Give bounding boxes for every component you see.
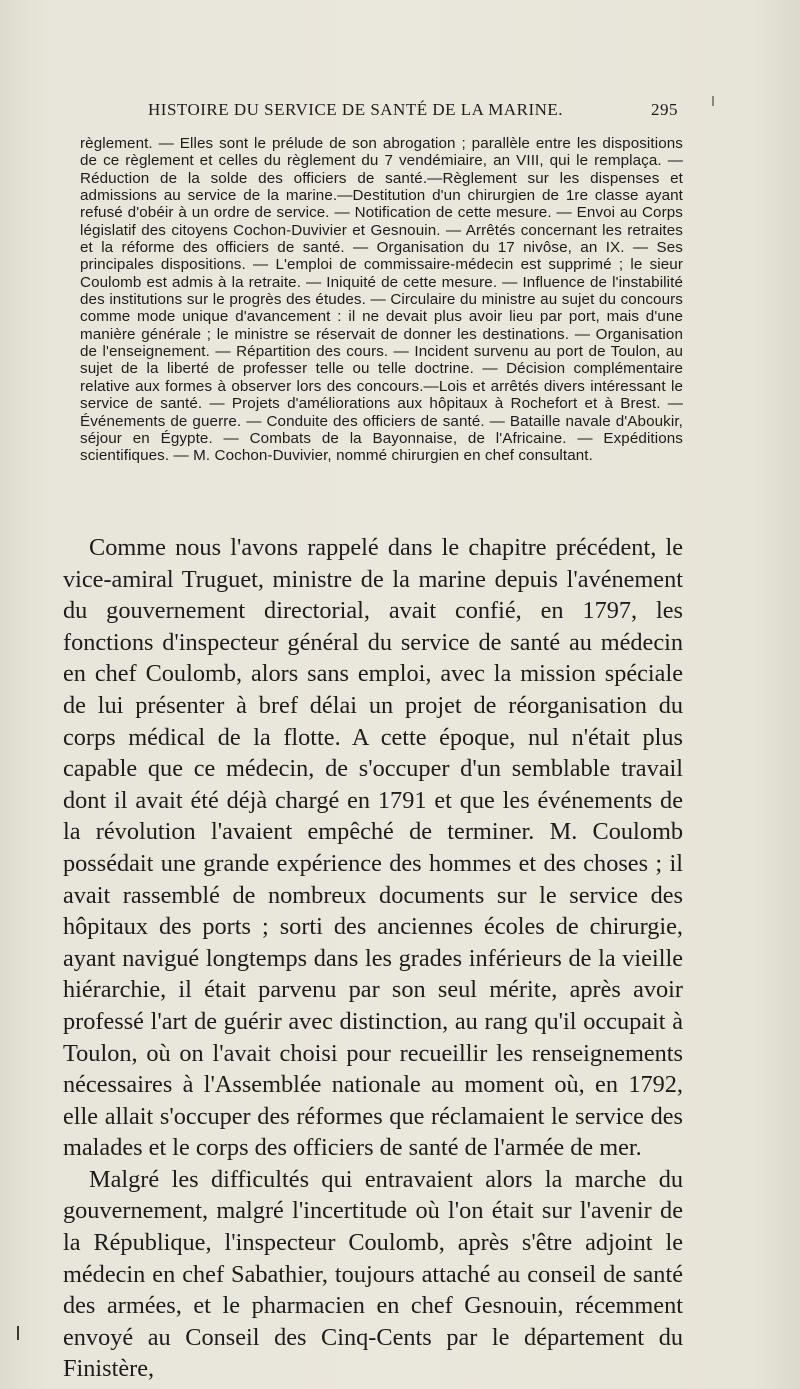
paragraph: Comme nous l'avons rappelé dans le chapitre précédent, le vice-amiral Truguet, ministre de la marine depuis l'avénement du gouvernement directorial, avait confié, en 1797, les fonctions d'inspecteur général du service de santé au médecin en chef Coulomb, alors sans emploi, avec la mission spéciale de lui présenter à bref délai un projet de réorganisation du corps médical de la flotte. A cette époque, nul n'était plus capable que ce médecin, de s'occuper d'un semblable travail dont il avait été déjà chargé en 1791 et que les événements de la révolution l'avaient empêché de terminer. M. Coulomb possédait une grande expérience des hommes et des choses ; il avait rassemblé de nombreux documents sur le service des hôpitaux des ports ; sorti des anciennes écoles de chirurgie, ayant navigué longtemps dans les grades inférieurs de la vieille hiérarchie, il était parvenu par son seul mérite, après avoir professé l'art de guérir avec distinction, au rang qu'il occupait à Toulon, où on l'avait choisi pour recueillir les renseignements nécessaires à l'Assemblée nationale au moment où, en 1792, elle allait s'occuper des réformes que réclamaient le service des malades et le corps des officiers de santé de l'armée de mer. bbox=[63, 534, 683, 1162]
chapter-summary bbox=[80, 135, 683, 465]
page-number: 295 bbox=[651, 100, 678, 119]
running-title: HISTOIRE DU SERVICE DE SANTÉ DE LA MARINE. bbox=[148, 100, 564, 119]
summary-text: règlement. — Elles sont le prélude de son abrogation ; parallèle entre les dispositions de ce règlement et celles du règlement du 7 vendémiaire, an VIII, qui le remplaça. — Réduction de la solde des officiers de santé.—Règlement sur les dispenses et admissions au service de la marine.—Destitution d'un chirurgien de 1re classe ayant refusé d'obéir à un ordre de service. — Notification de cette mesure. — Envoi au Corps législatif des citoyens Cochon-Duvivier et Gesnouin. — Arrêtés concernant les retraites et la réforme des officiers de santé. — Organisation du 17 nivôse, an IX. — Ses principales dispositions. — L'emploi de commissaire-médecin est supprimé ; le sieur Coulomb est admis à la retraite. — Iniquité de cette mesure. — Influence de l'instabilité des institutions sur le progrès des études. — Circulaire du ministre au sujet du concours comme mode unique d'avancement : il ne devait plus avoir lieu par port, mais d'une manière générale ; le ministre se réservait de donner les destinations. — Organisation de l'enseignement. — Répartition des cours. — Incident survenu au port de Toulon, au sujet de la liberté de professer telle ou telle doctrine. — Décision complémentaire relative aux formes à observer lors des concours.—Lois et arrêtés divers intéressant le service de santé. — Projets d'améliorations aux hôpitaux à Rochefort et à Brest. — Événements de guerre. — Conduite des officiers de santé. — Bataille navale d'Aboukir, séjour en Égypte. — Combats de la Bayonnaise, de l'Africaine. — Expéditions scientifiques. — M. Cochon-Duvivier, nommé chirurgien en chef consultant. bbox=[80, 135, 683, 465]
main-text bbox=[63, 532, 683, 1385]
margin-mark bbox=[17, 1326, 19, 1340]
paragraph: Malgré les difficultés qui entravaient alors la marche du gouvernement, malgré l'incertitude où l'on était sur l'avenir de la République, l'inspecteur Coulomb, après s'être adjoint le médecin en chef Sabathier, toujours attaché au conseil de santé des armées, et le pharmacien en chef Gesnouin, récemment envoyé au Conseil des Cinq-Cents par le département du Finistère, bbox=[63, 1165, 683, 1383]
page-header bbox=[148, 100, 678, 124]
ink-mark bbox=[712, 96, 714, 106]
